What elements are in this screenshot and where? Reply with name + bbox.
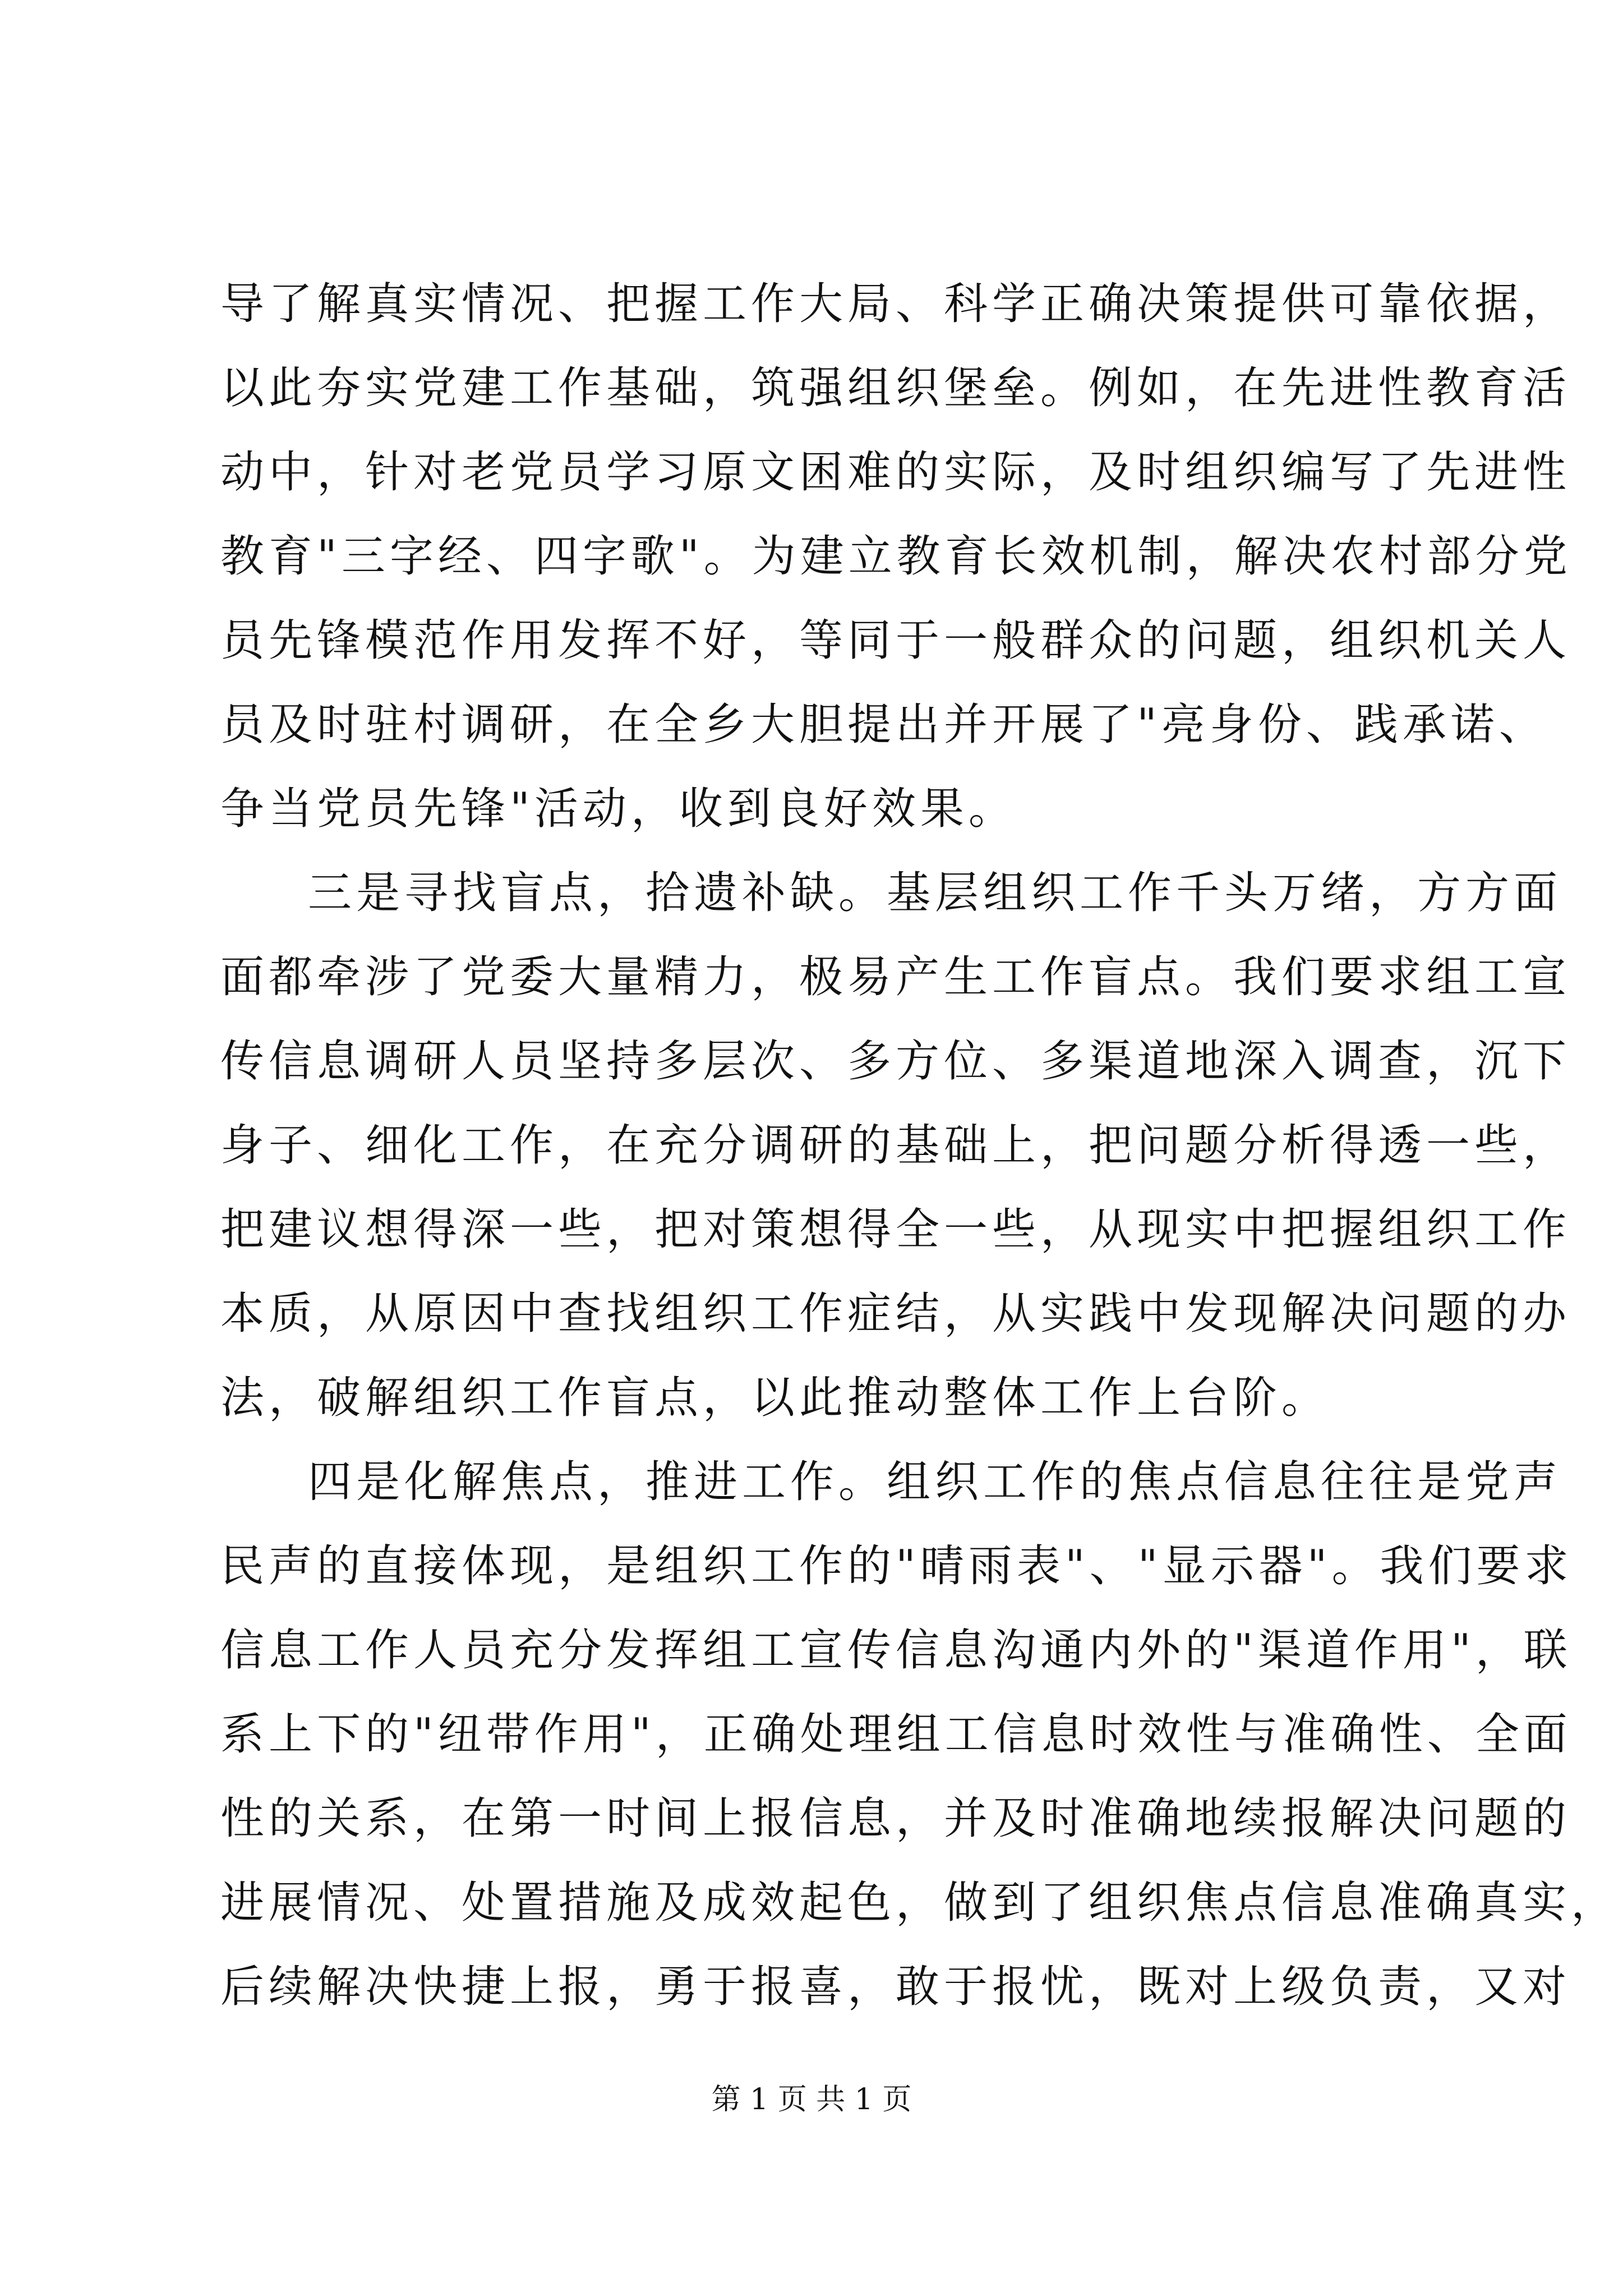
- body-text-line: 性的关系，在第一时间上报信息，并及时准确地续报解决问题的: [220, 1793, 1571, 1844]
- paragraph-start-line: 四是化解焦点，推进工作。组织工作的焦点信息往往是党声: [308, 1457, 1562, 1507]
- paragraph-start-line: 三是寻找盲点，拾遗补缺。基层组织工作千头万绪，方方面: [308, 868, 1562, 918]
- body-text-line: 信息工作人员充分发挥组工宣传信息沟通内外的"渠道作用"，联: [220, 1625, 1572, 1676]
- body-text-line: 进展情况、处置措施及成效起色，做到了组织焦点信息准确真实，: [220, 1878, 1620, 1928]
- body-text-line: 员及时驻村调研，在全乡大胆提出并开展了"亮身份、践承诺、: [220, 700, 1547, 750]
- body-text-line: 导了解真实情况、把握工作大局、科学正确决策提供可靠依据，: [220, 279, 1571, 329]
- body-text-line: 面都牵涉了党委大量精力，极易产生工作盲点。我们要求组工宣: [220, 952, 1571, 1002]
- body-text-line: 后续解决快捷上报，勇于报喜，敢于报忧，既对上级负责，又对: [220, 1962, 1571, 2012]
- body-text-line: 员先锋模范作用发挥不好，等同于一般群众的问题，组织机关人: [220, 615, 1571, 666]
- body-text-line: 本质，从原因中查找组织工作症结，从实践中发现解决问题的办: [220, 1289, 1571, 1339]
- body-text-line: 系上下的"纽带作用"，正确处理组工信息时效性与准确性、全面: [220, 1709, 1572, 1760]
- body-text-line: 身子、细化工作，在充分调研的基础上，把问题分析得透一些，: [220, 1120, 1571, 1171]
- body-text-line: 以此夯实党建工作基础，筑强组织堡垒。例如，在先进性教育活: [220, 363, 1571, 413]
- body-text-line: 民声的直接体现，是组织工作的"晴雨表"、"显示器"。我们要求: [220, 1541, 1573, 1591]
- page-footer: 第 1 页 共 1 页: [711, 2083, 912, 2116]
- body-text-line: 传信息调研人员坚持多层次、多方位、多渠道地深入调查，沉下: [220, 1036, 1571, 1087]
- body-text-line: 教育"三字经、四字歌"。为建立教育长效机制，解决农村部分党: [220, 531, 1572, 582]
- body-text-line: 把建议想得深一些，把对策想得全一些，从现实中把握组织工作: [220, 1204, 1571, 1255]
- body-text-line: 争当党员先锋"活动，收到良好效果。: [220, 784, 1017, 834]
- body-text-line: 动中，针对老党员学习原文困难的实际，及时组织编写了先进性: [220, 447, 1571, 498]
- body-text-line: 法，破解组织工作盲点，以此推动整体工作上台阶。: [220, 1373, 1330, 1423]
